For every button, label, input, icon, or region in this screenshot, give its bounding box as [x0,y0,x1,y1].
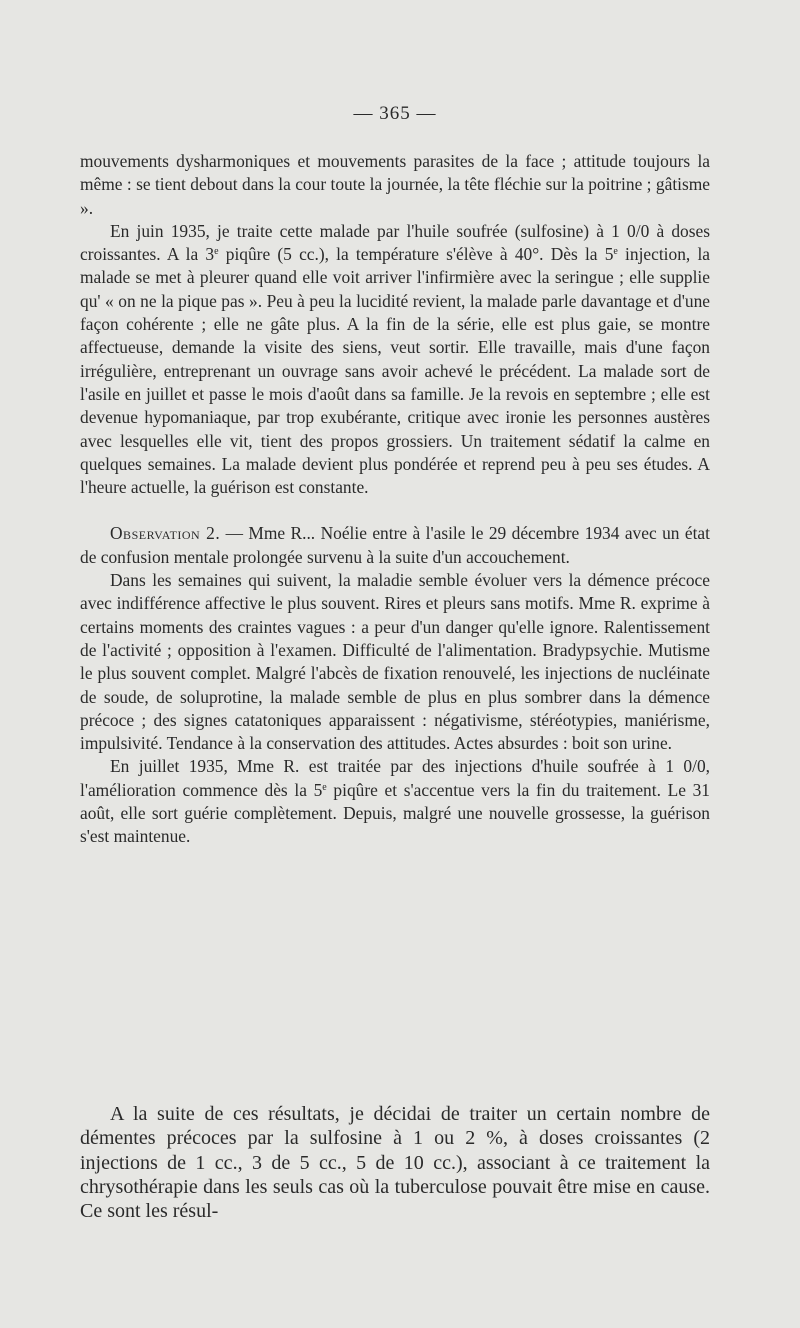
paragraph-treatment-1935 [80,220,710,500]
paragraph-symptoms: Dans les semaines qui suivent, la maladie semble évoluer vers la démence précoce avec indifférence affective le plus souvent. Rires et pleurs sans motifs. Mme R. exprime à certains moments des craintes vagues : a peur d'un danger qu'elle ignore. Ralentissement de l'activité ; opposition à l'examen. Difficulté de l'alimentation. Bradypsychie. Mutisme le plus souvent complet. Malgré l'abcès de fixation renouvelé, les injections de nucléinate de soude, de soluprotine, la malade semble de plus en plus sombrer dans la démence précoce ; des signes catatoniques apparaissent : négativisme, stéréotypies, maniérisme, impulsivité. Tendance à la conservation des attitudes. Actes absurdes : boit son urine. [80,570,710,754]
page-number: — 365 — [353,103,437,124]
text-segment: En juin 1935, je traite cette malade par l'huile soufrée (sulfosine) à 1 0/0 à doses croissantes. A la 3 [80,220,710,265]
superscript: e [214,246,219,258]
text-segment: piqûre (5 cc.), la température s'élève à 40°. Dès la 5 [218,244,614,265]
superscript: e [322,781,327,793]
paragraph-observation-2 [80,522,710,569]
paragraph-conclusion: A la suite de ces résultats, je décidai de traiter un certain nombre de démentes précoces par la sulfosine à 1 ou 2 %, à doses croissantes (2 injections de 1 cc., 3 de 5 cc., 5 de 10 cc.), associant à ce traitement la chrysothérapie dans les seuls cas où la tuberculose pouvait être mise en cause. Ce sont les résul- [80,1103,710,1223]
text-segment: piqûre et s'accentue vers la fin du traitement. Le 31 août, elle sort guérie complètement. Depuis, malgré une nouvelle grossesse, la guérison s'est maintenue. [80,779,710,847]
paragraph-treatment-result [80,755,710,848]
superscript: e [613,246,618,258]
text-segment: En juillet 1935, Mme R. est traitée par des injections d'huile soufrée à 1 0/0, l'amélioration commence dès la 5 [80,756,710,800]
body-text [80,150,710,849]
text-segment: — Mme R... Noélie entre à l'asile le 29 décembre 1934 avec un état de confusion mentale prolongée survenu à la suite d'un accouchement. [80,523,710,567]
paragraph-continuation: mouvements dysharmoniques et mouvements parasites de la face ; attitude toujours la même : se tient debout dans la cour toute la journée, la tête fléchie sur la poitrine ; gâtisme ». [80,151,710,218]
observation-label: Observation 2. [110,523,221,544]
conclusion-text [80,1102,710,1223]
text-segment: injection, la malade se met à pleurer quand elle voit arriver l'infirmière avec la seringue ; elle supplie qu' « on ne la pique pas ». Peu à peu la lucidité revient, la malade parle davantage et d'une façon cohérente ; elle ne gâte plus. A la fin de la série, elle est plus gaie, se montre affectueuse, demande la visite des siens, veut sortir. Elle travaille, mais d'une façon irrégulière, entreprenant un ouvrage sans avoir achevé le précédent. La malade sort de l'asile en juillet et passe le mois d'août dans sa famille. Je la revois en septembre ; elle est devenue hypomaniaque, par trop exubérante, critique avec ironie les personnes austères avec lesquelles elle vit, tient des propos grossiers. Un traitement sédatif la calme en quelques semaines. La malade devient plus pondérée et reprend peu à peu ses études. A l'heure actuelle, la guérison est constante. [80,244,710,498]
